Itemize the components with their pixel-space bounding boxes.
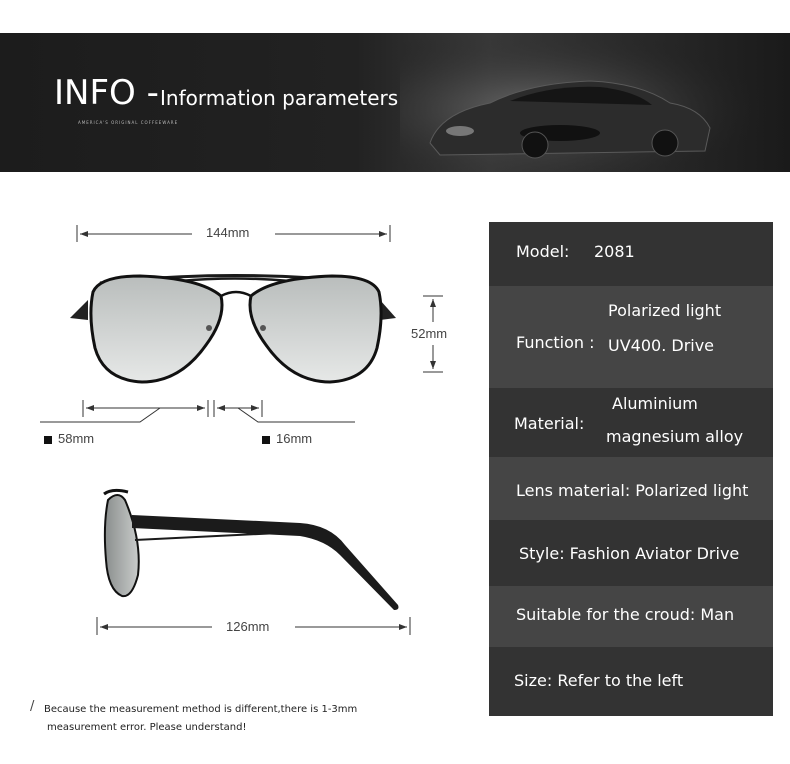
- size-text: Size: Refer to the left: [514, 671, 684, 690]
- model-label: Model:: [516, 242, 570, 261]
- height-label: 52mm: [411, 326, 448, 341]
- material-line1: Aluminium: [612, 394, 698, 413]
- lens-width-value: 58mm: [58, 431, 95, 446]
- width-label: 144mm: [206, 225, 250, 240]
- header-banner: [0, 33, 790, 172]
- function-label: Function :: [516, 333, 595, 352]
- front-view-diagram: [0, 215, 480, 455]
- style-text: Style: Fashion Aviator Drive: [519, 544, 740, 563]
- spec-row-function: [489, 286, 773, 388]
- bridge-value: 16mm: [276, 431, 313, 446]
- temple-length-label: 126mm: [226, 619, 270, 634]
- bullet-square-icon: [44, 436, 52, 444]
- suitable-text: Suitable for the croud: Man: [516, 605, 735, 624]
- function-line1: Polarized light: [608, 301, 722, 320]
- material-label: Material:: [514, 414, 585, 433]
- spec-panel: [489, 222, 773, 716]
- material-line2: magnesium alloy: [606, 427, 744, 446]
- note-line1: Because the measurement method is different,there is 1-3mm: [44, 704, 358, 715]
- note-line2: measurement error. Please understand!: [47, 722, 247, 733]
- page-title: INFO -: [54, 73, 159, 113]
- spec-row-size: [489, 647, 773, 716]
- bullet-square-icon: [262, 436, 270, 444]
- banner-tagline: AMERICA'S ORIGINAL COFFEEWARE: [78, 120, 179, 125]
- spec-row-model: [489, 222, 773, 286]
- spec-row-material: [489, 388, 773, 457]
- spec-row-lens: [489, 457, 773, 520]
- slash-mark: /: [30, 699, 35, 714]
- model-value: 2081: [594, 242, 635, 261]
- bridge-label: [262, 431, 312, 446]
- lens-width-label: [44, 431, 94, 446]
- function-line2: UV400. Drive: [608, 336, 715, 355]
- spec-row-style: [489, 520, 773, 586]
- car-image: [400, 33, 790, 172]
- spec-row-suitable: [489, 586, 773, 647]
- lens-material-text: Lens material: Polarized light: [516, 481, 749, 500]
- page-subtitle: Information parameters: [160, 86, 399, 110]
